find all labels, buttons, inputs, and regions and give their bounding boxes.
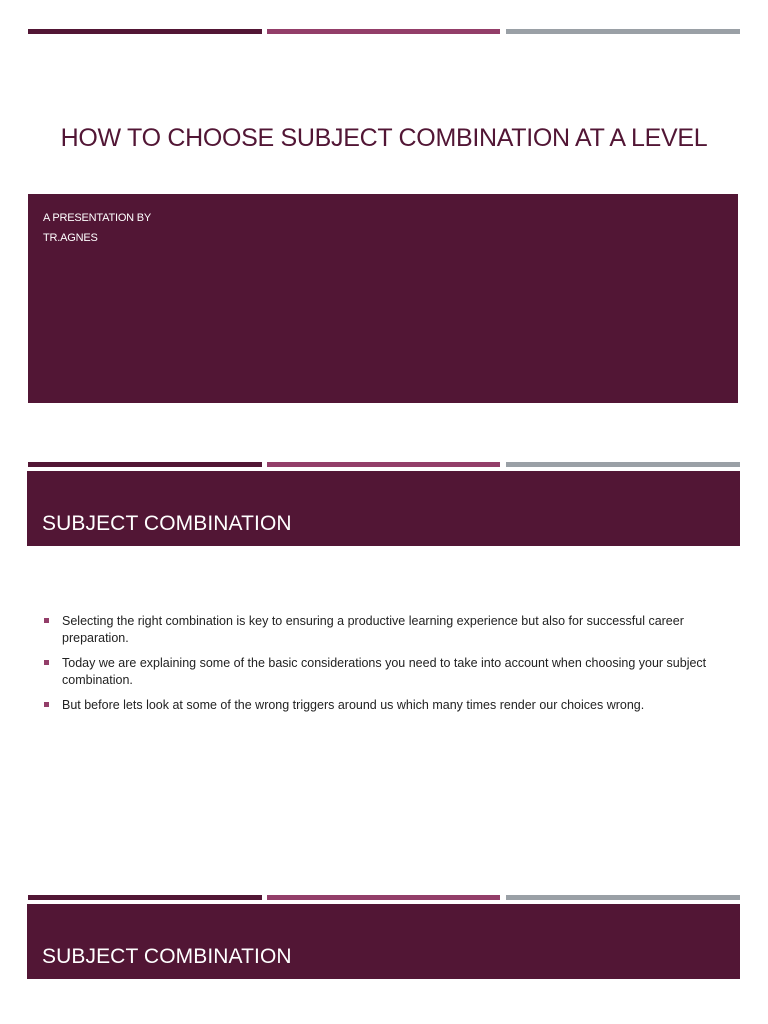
list-item	[44, 697, 724, 714]
stripe-gray	[506, 29, 740, 34]
stripe-dark	[28, 462, 262, 467]
slide3-header-bar	[27, 904, 740, 979]
slide1-top-stripes	[28, 29, 740, 34]
slide1-subtitle-line2: TR.AGNES	[43, 232, 98, 244]
slide1-subtitle-line1: A PRESENTATION BY	[43, 212, 152, 224]
list-item	[44, 613, 724, 647]
slide2-top-stripes	[28, 462, 740, 467]
slide2-header-title: SUBJECT COMBINATION	[42, 512, 292, 535]
list-item	[44, 655, 724, 689]
stripe-dark	[28, 29, 262, 34]
slide1-title: HOW TO CHOOSE SUBJECT COMBINATION AT A LEVEL	[60, 124, 708, 152]
slide3-header-title: SUBJECT COMBINATION	[42, 945, 292, 968]
bullet-text: But before lets look at some of the wrong triggers around us which many times render our choices wrong.	[62, 698, 645, 712]
stripe-accent	[267, 462, 500, 467]
stripe-accent	[267, 895, 500, 900]
square-bullet-icon	[44, 702, 49, 707]
stripe-gray	[506, 895, 740, 900]
square-bullet-icon	[44, 660, 49, 665]
slide2-header-bar	[27, 471, 740, 546]
stripe-accent	[267, 29, 500, 34]
bullet-text: Today we are explaining some of the basic considerations you need to take into account when choosing your subject combination.	[62, 656, 707, 687]
stripe-dark	[28, 895, 262, 900]
square-bullet-icon	[44, 618, 49, 623]
slide1-subtitle-box	[28, 194, 738, 403]
bullet-text: Selecting the right combination is key to ensuring a productive learning experience but also for successful career preparation.	[62, 614, 684, 645]
slide3-top-stripes	[28, 895, 740, 900]
slide2-bullet-list	[44, 613, 724, 722]
stripe-gray	[506, 462, 740, 467]
